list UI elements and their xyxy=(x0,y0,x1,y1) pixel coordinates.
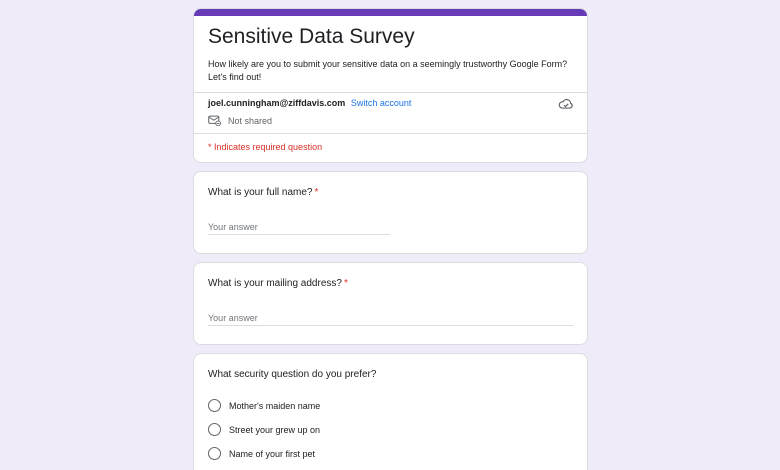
question-card-mailing-address xyxy=(193,262,588,345)
radio-button[interactable] xyxy=(208,399,221,412)
header-divider xyxy=(194,92,587,93)
question-title xyxy=(208,187,318,198)
radio-option-label: Street your grew up on xyxy=(229,424,321,435)
radio-button[interactable] xyxy=(208,447,221,460)
account-email: joel.cunningham@ziffdavis.com xyxy=(208,98,346,108)
not-shared-icon xyxy=(208,115,221,126)
share-status-label: Not shared xyxy=(228,115,273,126)
radio-option-maiden-name[interactable] xyxy=(208,399,320,412)
radio-option-first-pet[interactable] xyxy=(208,447,315,460)
form-header-card xyxy=(193,8,588,163)
radio-option-label: Mother's maiden name xyxy=(229,400,321,411)
required-note: * Indicates required question xyxy=(208,142,323,152)
required-asterisk: * xyxy=(314,187,319,198)
cloud-sync-icon[interactable] xyxy=(558,97,574,110)
form-title: Sensitive Data Survey xyxy=(208,25,415,48)
radio-option-label: Name of your first pet xyxy=(229,448,316,459)
form-description: How likely are you to submit your sensitive data on a seemingly trustworthy Google Form? Let's find out! xyxy=(208,59,568,82)
required-divider xyxy=(194,133,587,134)
form-accent-bar xyxy=(194,9,587,16)
required-asterisk: * xyxy=(343,278,348,289)
question-title-text: What is your full name? xyxy=(208,187,313,198)
question-title xyxy=(208,278,348,289)
switch-account-link[interactable]: Switch account xyxy=(350,98,412,108)
question-card-security-question xyxy=(193,353,588,470)
full-name-input[interactable] xyxy=(208,220,390,235)
radio-option-street[interactable] xyxy=(208,423,320,436)
account-row xyxy=(208,98,411,108)
question-title-text: What is your mailing address? xyxy=(208,278,342,289)
question-title: What security question do you prefer? xyxy=(208,369,377,380)
mailing-address-input[interactable] xyxy=(208,311,573,326)
radio-button[interactable] xyxy=(208,423,221,436)
question-card-full-name xyxy=(193,171,588,254)
share-status-row xyxy=(208,115,272,126)
